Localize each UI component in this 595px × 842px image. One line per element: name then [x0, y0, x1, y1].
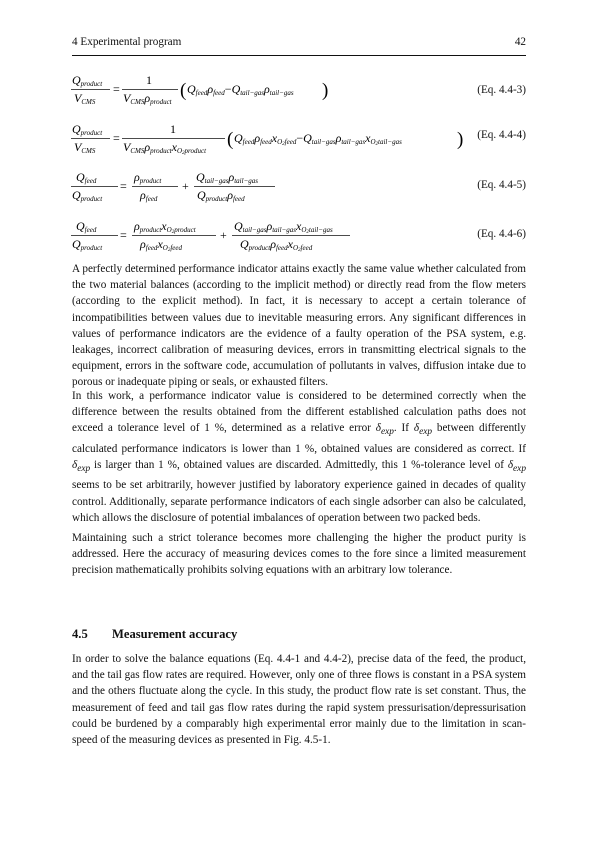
t1-num-x-sub3: product [174, 226, 196, 234]
svg-text:Qproduct [72, 237, 103, 252]
t1-den-rho: ρ [140, 237, 146, 251]
lhs-q: Q [72, 73, 81, 87]
delta-symbol: δ [507, 459, 514, 472]
delta-subscript: exp [77, 464, 91, 475]
rho-tailgas-sub: tail−gas [269, 89, 294, 97]
paren-open: ( [227, 129, 234, 150]
t2-den-rho: ρ [270, 237, 276, 251]
q-tailgas: Q [231, 82, 241, 96]
rho-tailgas-sub: tail−gas [341, 138, 366, 146]
den-v-sub: CMS [130, 147, 145, 155]
t2-num-rho-sub: tail−gas [234, 177, 259, 185]
t1-num-x-sub2: 2 [171, 230, 175, 235]
t2-num-q: Q [234, 219, 243, 233]
lhs-q: Q [72, 122, 81, 136]
plus-sign: + [182, 179, 189, 193]
t2-num-x-sub: O [301, 226, 307, 234]
delta-subscript: exp [380, 427, 394, 438]
t2-num-x: x [296, 219, 302, 233]
equation-4-4-4-formula [70, 119, 470, 159]
t1-num-rho-sub: product [139, 177, 162, 185]
equation-4-4-5 [70, 167, 540, 207]
rho-feed-sub: feed [213, 89, 225, 97]
t2-den-x-sub3: feed [300, 244, 313, 252]
den-x-sub3: product [184, 147, 207, 155]
t2-den-x-sub2: 2 [298, 248, 301, 253]
equation-number: (Eq. 4.4-6) [477, 228, 526, 240]
t1-num-rho: ρ [134, 219, 140, 233]
lhs-q-sub: product [80, 129, 103, 137]
x-feed-sub2: 2 [282, 142, 285, 147]
den-v: V [123, 140, 131, 154]
svg-text:QproductρfeedxO2feed [240, 237, 313, 253]
t2-num-rho: ρ [228, 170, 235, 184]
t2-num-q-sub: tail−gas [242, 226, 267, 234]
minus-sign: − [296, 131, 304, 145]
lhs-q: Q [76, 219, 85, 233]
q-feed-sub: feed [242, 138, 255, 146]
equation-4-4-4 [70, 119, 540, 159]
svg-text:VCMSρproductxO2product [123, 140, 207, 156]
q-feed-sub: feed [195, 89, 208, 97]
svg-text:Qproduct [72, 122, 103, 137]
equation-4-4-3-formula [70, 70, 470, 110]
chapter-title: 4 Experimental program [72, 36, 182, 48]
x-feed: x [271, 131, 278, 145]
paragraph-tolerance-criterion [72, 388, 526, 526]
t2-den-q-sub: product [205, 195, 228, 203]
paren-close: ) [322, 80, 329, 101]
svg-text:VCMS [74, 140, 96, 155]
q-feed: Q [187, 82, 196, 96]
den-rho-sub: product [150, 147, 172, 155]
t2-den-rho-sub: feed [275, 244, 288, 252]
fraction-numerator: 1 [146, 73, 152, 87]
paragraph-text: In this work, a performance indicator value is considered to be determined correctly when the difference between the results obtained from the different established calculation paths does not exceed a tolerance level of 1 %, determined as a relative error [72, 390, 526, 435]
t2-num-rho: ρ [266, 219, 273, 233]
x-tailgas-sub3: tail−gas [378, 138, 402, 146]
t1-den-x-sub2: 2 [167, 248, 171, 253]
paren-open: ( [180, 80, 187, 101]
lhs-q-sub: product [80, 80, 103, 88]
t1-num-x-sub: O [166, 226, 172, 234]
svg-text:QfeedρfeedxO2feed−Qtail−gasρta [234, 131, 402, 147]
t1-num-rho: ρ [134, 170, 140, 184]
rho-feed-sub: feed [260, 138, 272, 146]
svg-text:ρproductxO2product [133, 219, 197, 235]
t1-den-x-sub: O [162, 244, 168, 252]
svg-text:Qproductρfeed [197, 188, 245, 203]
fraction-numerator: 1 [170, 122, 176, 136]
rho-tailgas: ρ [335, 131, 342, 145]
t1-den-x-sub3: feed [170, 244, 182, 252]
lhs-q-sub: feed [84, 177, 97, 185]
lhs-q-sub: feed [84, 226, 97, 234]
equation-4-4-6-formula [70, 216, 470, 256]
svg-text:Qtail−gasρtail−gasxO2tail−gas [234, 219, 333, 235]
lhs-q-den-sub: product [80, 244, 103, 252]
section-title: Measurement accuracy [112, 627, 238, 641]
t1-num-rho-sub: product [139, 226, 162, 234]
den-rho: ρ [144, 91, 151, 105]
t1-den-rho-sub: feed [145, 195, 158, 203]
delta-symbol: δ [413, 422, 420, 435]
lhs-v: V [74, 140, 82, 154]
equation-4-4-3 [70, 70, 540, 110]
svg-text:Qfeed [76, 219, 97, 234]
q-tailgas-sub: tail−gas [311, 138, 336, 146]
q-tailgas-sub: tail−gas [240, 89, 265, 97]
paragraph-text: . If [393, 422, 414, 435]
section-heading [72, 627, 237, 642]
equation-number: (Eq. 4.4-5) [477, 179, 526, 191]
svg-text:ρfeedxO2feed [139, 237, 182, 253]
equation-4-4-6 [70, 216, 540, 256]
minus-sign: − [224, 82, 232, 96]
t2-den-q-sub: product [248, 244, 271, 252]
paragraph-text: between differently calculated performance indicators is lower than 1 %, obtained values are considered as correct. If [72, 422, 526, 455]
paragraph-strict-tolerance: Maintaining such a strict tolerance becomes more challenging the higher the product purity is addressed. Here the accuracy of measuring devices comes to the fore since a limited measurement precision mathematically prohibits solving equations with an arbitrary low tolerance. [72, 532, 526, 577]
svg-text:Qfeedρfeed−Qtail−gasρtail−gas [187, 82, 294, 97]
t2-den-x: x [287, 237, 293, 251]
den-v-sub: CMS [130, 98, 145, 106]
rho-tailgas: ρ [264, 82, 270, 96]
t1-num-x: x [161, 219, 167, 233]
t2-den-rho-sub: feed [232, 195, 245, 203]
delta-subscript: exp [513, 464, 526, 475]
equals-sign: = [113, 131, 120, 145]
den-x-sub: O [176, 147, 183, 155]
rho-feed: ρ [254, 131, 261, 145]
den-x-sub2: 2 [182, 151, 185, 156]
equation-number: (Eq. 4.4-4) [477, 129, 526, 141]
x-tailgas-sub: O [370, 138, 376, 146]
lhs-v-sub: CMS [81, 98, 96, 106]
running-header [72, 36, 526, 54]
paragraph-measurement-accuracy: In order to solve the balance equations (Eq. 4.4-1 and 4.4-2), precise data of the feed, the product, and the tail gas flow rates are required. However, only one of three flows is constant in a PSA system and the others fluctuate along the cycle. In this study, the product flow rate is set constant. Thus, the measurement of feed and tail gas flow rates during the rapid system pressurisation/depressurisation could be burdened by a comparably high experimental error mainly due to the limitation in scan-speed of the measuring devices as presented in Fig. 4.5-1. [72, 653, 526, 747]
lhs-q-den-sub: product [80, 195, 103, 203]
x-feed-sub: O [277, 138, 283, 146]
lhs-q-den: Q [72, 188, 81, 202]
paren-close: ) [457, 129, 464, 150]
t2-den-rho: ρ [227, 188, 233, 202]
svg-text:Qfeed [76, 170, 97, 185]
q-tailgas: Q [303, 131, 312, 145]
header-rule [72, 55, 526, 56]
t2-num-x-sub2: 2 [306, 230, 309, 235]
lhs-q-den: Q [72, 237, 81, 251]
svg-text:VCMS [74, 91, 96, 106]
x-tailgas-sub2: 2 [375, 142, 379, 147]
den-rho: ρ [144, 140, 151, 154]
equals-sign: = [113, 82, 120, 96]
svg-text:Qproduct [72, 73, 103, 88]
equation-number: (Eq. 4.4-3) [477, 84, 526, 96]
page-number: 42 [514, 36, 526, 48]
paragraph-performance-indicator: A perfectly determined performance indicator attains exactly the same value whether calculated from the two material balances (according to the implicit method) or directly read from the flow meters (according to the explicit method). In fact, it is necessary to accept a certain tolerance of incompatibilities between values due to inevitable measuring errors. Any significant differences in values of performance indicators are the evidence of a faulty operation of the PSA system, e.g. leakages, incorrect calibration of measuring devices, errors in transmitting electrical signals to the equipment, errors in the software code, accumulation of pollutants in valves, diffusion intake due to porous or inadequate piping or seals, or exhausted filters. [72, 263, 526, 389]
section-number: 4.5 [72, 627, 88, 641]
svg-text:ρproduct [133, 170, 162, 185]
equals-sign: = [120, 179, 127, 193]
x-feed-sub3: feed [284, 138, 297, 146]
delta-subscript: exp [419, 427, 433, 438]
lhs-v: V [74, 91, 82, 105]
svg-text:VCMSρproduct [123, 91, 173, 106]
t1-den-rho: ρ [140, 188, 146, 202]
equation-4-4-5-formula [70, 167, 470, 207]
den-x: x [171, 140, 177, 154]
t2-num-q: Q [196, 170, 205, 184]
t2-num-q-sub: tail−gas [204, 177, 229, 185]
equals-sign: = [120, 228, 127, 242]
svg-text:Qproduct [72, 188, 103, 203]
svg-text:ρfeed [139, 188, 158, 203]
lhs-v-sub: CMS [81, 147, 96, 155]
paragraph-text: is larger than 1 %, obtained values are discarded. Admittedly, this 1 %-tolerance level of [90, 459, 508, 472]
den-v: V [123, 91, 131, 105]
t2-num-rho-sub: tail−gas [272, 226, 297, 234]
delta-symbol: δ [375, 422, 381, 435]
delta-symbol: δ [72, 459, 78, 472]
x-tailgas: x [365, 131, 371, 145]
paragraph-text: seems to be set arbitrarily, however justified by laboratory experience gained in decades of quality control. Additionally, separate performance indicators of each single adsorber can also be calculated, which allows the disclosure of potential imbalances of operation between two packed beds. [72, 479, 526, 524]
q-feed: Q [234, 131, 243, 145]
rho-feed: ρ [207, 82, 214, 96]
t2-den-q: Q [197, 188, 206, 202]
plus-sign: + [220, 228, 227, 242]
svg-text:Qtail−gasρtail−gas [196, 170, 258, 185]
t2-num-x-sub3: tail−gas [308, 226, 333, 234]
den-rho-sub: product [150, 98, 172, 106]
lhs-q: Q [76, 170, 85, 184]
t1-den-x: x [157, 237, 163, 251]
t1-den-rho-sub: feed [145, 244, 158, 252]
t2-den-x-sub: O [292, 244, 299, 252]
t2-den-q: Q [240, 237, 249, 251]
